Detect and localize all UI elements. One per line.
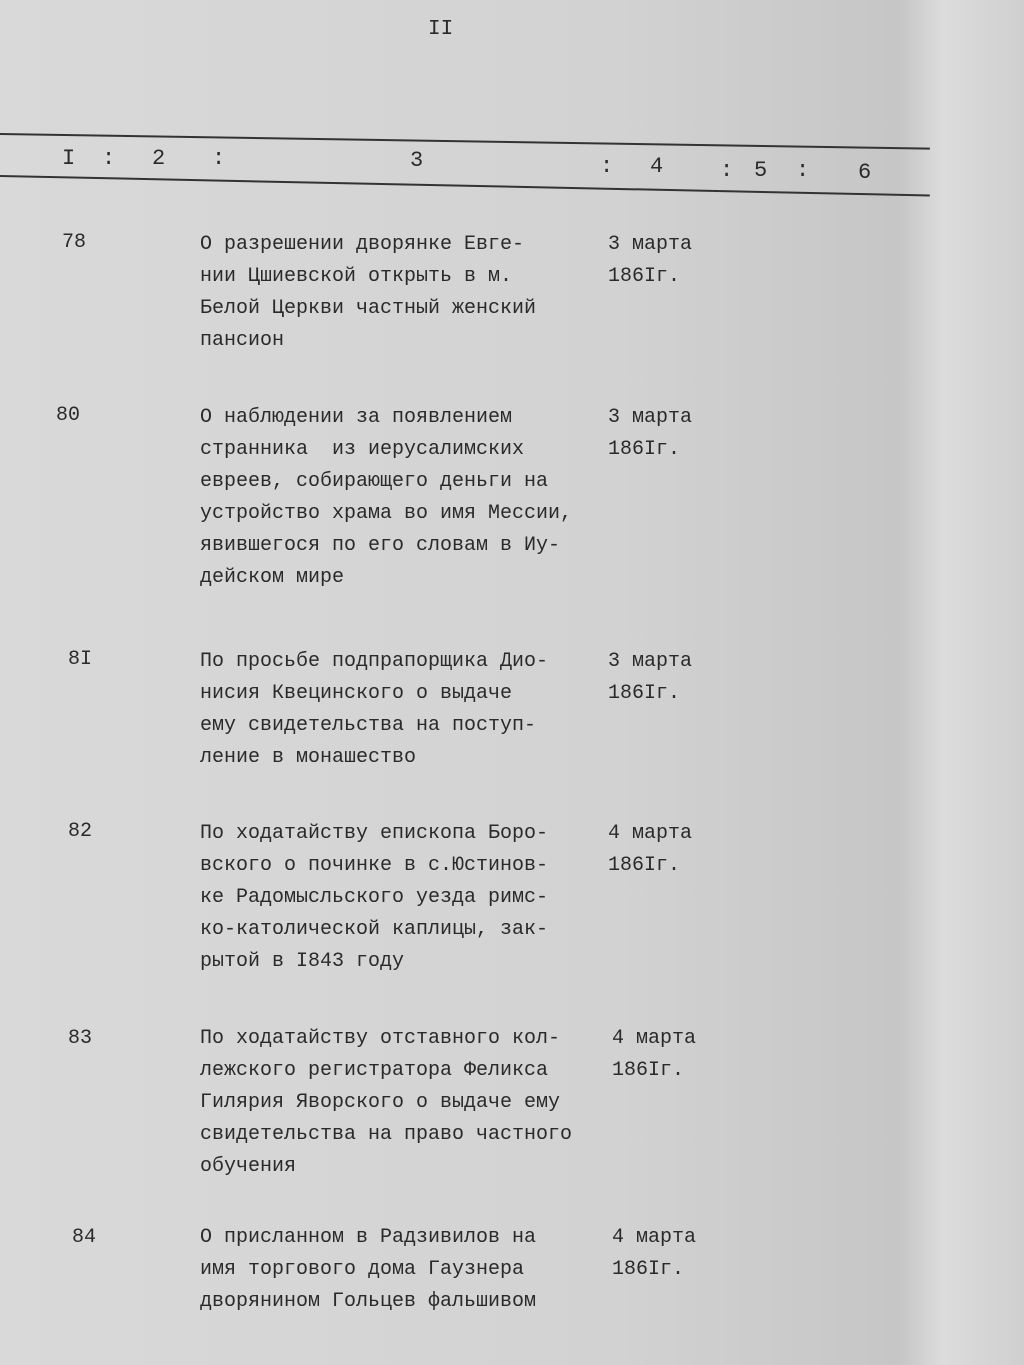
text-line: нии Цшиевской открыть в м. xyxy=(200,265,513,288)
column-separator: : xyxy=(796,158,810,183)
text-line: евреев, собирающего деньги на xyxy=(200,470,549,493)
date-line: 186Iг. xyxy=(612,1258,685,1281)
column-5-label: 5 xyxy=(754,158,768,183)
date-line: 3 марта xyxy=(608,233,693,256)
date-line: 4 марта xyxy=(612,1027,697,1050)
text-line: ке Радомысльского уезда римс- xyxy=(200,886,549,909)
entry-text xyxy=(200,229,536,357)
text-line: устройство храма во имя Мессии, xyxy=(200,502,573,525)
column-3-label: 3 xyxy=(410,148,424,173)
text-line: нисия Квецинского о выдаче xyxy=(200,682,513,705)
text-line: О разрешении дворянке Евге- xyxy=(200,233,525,256)
column-separator: : xyxy=(600,154,614,179)
entry-text xyxy=(200,1222,536,1318)
entry-text xyxy=(200,1023,572,1183)
entry-number: 78 xyxy=(62,231,87,254)
entry-date xyxy=(608,646,692,710)
entry-number: 80 xyxy=(56,404,81,427)
text-line: вского о починке в с.Юстинов- xyxy=(200,854,549,877)
date-line: 3 марта xyxy=(608,650,693,673)
text-line: Белой Церкви частный женский xyxy=(200,297,537,320)
column-4-label: 4 xyxy=(650,154,664,179)
date-line: 186Iг. xyxy=(608,438,681,461)
column-6-label: 6 xyxy=(858,160,872,185)
header-top-rule xyxy=(0,133,930,150)
text-line: Гилярия Яворского о выдаче ему xyxy=(200,1091,561,1114)
column-separator: : xyxy=(102,146,116,171)
column-2-label: 2 xyxy=(152,146,166,171)
text-line: ему свидетельства на поступ- xyxy=(200,714,537,737)
entry-text xyxy=(200,646,548,774)
text-line: рытой в I843 году xyxy=(200,950,405,973)
entry-date xyxy=(612,1023,696,1087)
date-line: 3 марта xyxy=(608,406,693,429)
text-line: обучения xyxy=(200,1155,297,1178)
entry-number: 8I xyxy=(68,648,93,671)
date-line: 186Iг. xyxy=(608,265,681,288)
entry-number: 84 xyxy=(72,1226,97,1249)
text-line: дейском мире xyxy=(200,566,345,589)
text-line: пансион xyxy=(200,329,285,352)
entry-text xyxy=(200,402,572,594)
text-line: ко-католической каплицы, зак- xyxy=(200,918,549,941)
text-line: дворянином Гольцев фальшивом xyxy=(200,1290,537,1313)
entry-number: 83 xyxy=(68,1027,93,1050)
text-line: По ходатайству отставного кол- xyxy=(200,1027,561,1050)
date-line: 4 марта xyxy=(612,1226,697,1249)
text-line: О наблюдении за появлением xyxy=(200,406,513,429)
column-1-label: I xyxy=(62,146,76,171)
text-line: имя торгового дома Гаузнера xyxy=(200,1258,525,1281)
entry-date xyxy=(608,229,692,293)
entry-date xyxy=(612,1222,696,1286)
text-line: лежского регистратора Феликса xyxy=(200,1059,549,1082)
text-line: О присланном в Радзивилов на xyxy=(200,1226,537,1249)
page-number: II xyxy=(428,18,454,41)
entry-date xyxy=(608,818,692,882)
date-line: 4 марта xyxy=(608,822,693,845)
date-line: 186Iг. xyxy=(608,854,681,877)
column-separator: : xyxy=(720,158,734,183)
text-line: По просьбе подпрапорщика Дио- xyxy=(200,650,549,673)
date-line: 186Iг. xyxy=(612,1059,685,1082)
entry-date xyxy=(608,402,692,466)
text-line: ление в монашество xyxy=(200,746,417,769)
date-line: 186Iг. xyxy=(608,682,681,705)
entry-number: 82 xyxy=(68,820,93,843)
header-bottom-rule xyxy=(0,175,930,196)
text-line: странника из иерусалимских xyxy=(200,438,525,461)
column-separator: : xyxy=(212,146,226,171)
text-line: свидетельства на право частного xyxy=(200,1123,573,1146)
entry-text xyxy=(200,818,548,978)
text-line: По ходатайству епископа Боро- xyxy=(200,822,549,845)
text-line: явившегося по его словам в Иу- xyxy=(200,534,561,557)
